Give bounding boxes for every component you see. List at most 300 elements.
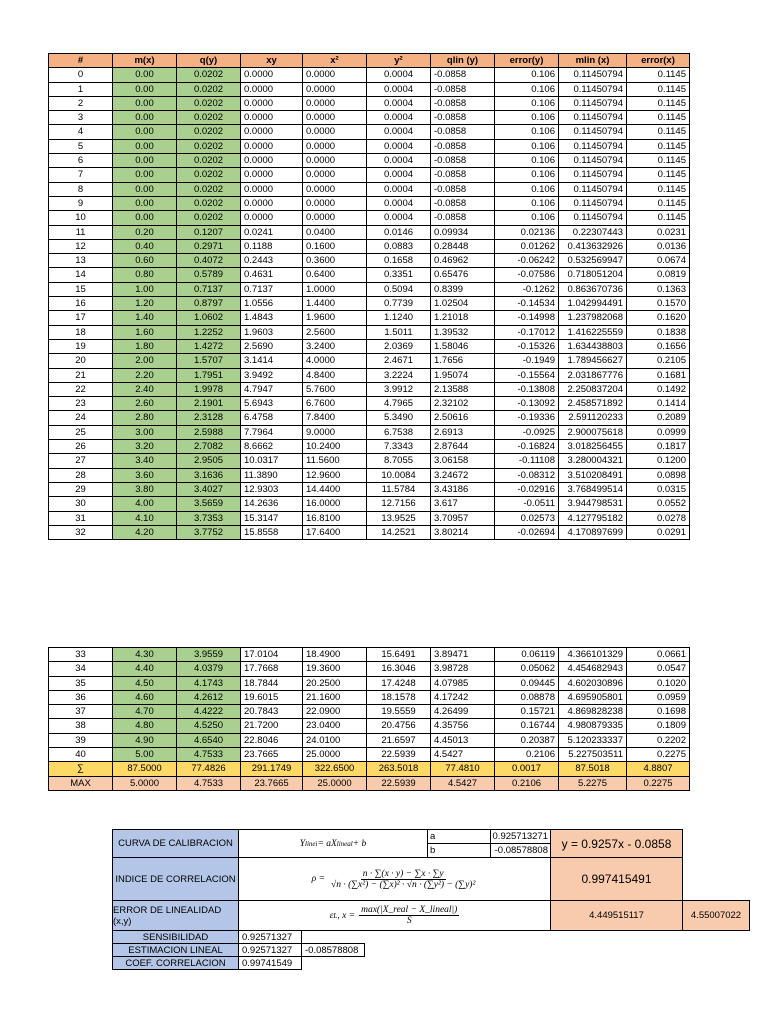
cell-mlin-x: 0.11450794 bbox=[559, 111, 627, 125]
cell-error-y: 0.106 bbox=[495, 96, 559, 110]
cell-x-squared: 7.8400 bbox=[303, 411, 367, 425]
header-q-y: q(y) bbox=[177, 54, 241, 68]
table-row bbox=[49, 425, 690, 439]
cell-q-y: 0.4072 bbox=[177, 254, 241, 268]
cell-q-y: 0.0202 bbox=[177, 125, 241, 139]
cell-qlin-y: 4.26499 bbox=[431, 705, 495, 719]
curva-formula-rhs: + b bbox=[352, 838, 367, 849]
cell-error-x: 0.0136 bbox=[627, 239, 690, 253]
cell-m-x: 0.00 bbox=[113, 125, 177, 139]
cell-m-x: 0.00 bbox=[113, 68, 177, 82]
cell-mlin-x: 3.768499514 bbox=[559, 482, 627, 496]
table-row bbox=[49, 719, 690, 733]
cell-mlin-x: 2.031867776 bbox=[559, 368, 627, 382]
cell-y-squared: 6.7538 bbox=[367, 425, 431, 439]
cell-q-y: 2.7082 bbox=[177, 440, 241, 454]
cell-x-squared: 21.1600 bbox=[303, 690, 367, 704]
table-row bbox=[49, 382, 690, 396]
cell-index: 2 bbox=[49, 96, 113, 110]
table-row bbox=[49, 68, 690, 82]
estimacion-value-1: 0.92571327 bbox=[238, 943, 302, 957]
cell-q-y: 4.4222 bbox=[177, 705, 241, 719]
max-row-cell-mlin-x: 5.2275 bbox=[559, 776, 627, 790]
cell-xy: 0.1188 bbox=[241, 239, 303, 253]
table-row bbox=[49, 82, 690, 96]
cell-m-x: 3.00 bbox=[113, 425, 177, 439]
cell-error-y: 0.06119 bbox=[495, 648, 559, 662]
cell-m-x: 4.50 bbox=[113, 676, 177, 690]
cell-error-y: -0.02694 bbox=[495, 525, 559, 539]
error-value-2: 4.55007022 bbox=[682, 900, 750, 931]
data-table-top bbox=[48, 53, 690, 540]
cell-y-squared: 18.1578 bbox=[367, 690, 431, 704]
cell-error-y: 0.106 bbox=[495, 111, 559, 125]
cell-qlin-y: 2.87644 bbox=[431, 440, 495, 454]
header-xy: xy bbox=[241, 54, 303, 68]
cell-mlin-x: 3.280004321 bbox=[559, 454, 627, 468]
error-lhs-sub: L bbox=[333, 911, 338, 920]
cell-q-y: 0.7137 bbox=[177, 282, 241, 296]
max-row-cell-x-squared: 25.0000 bbox=[303, 776, 367, 790]
cell-q-y: 1.7951 bbox=[177, 368, 241, 382]
cell-xy: 17.0104 bbox=[241, 648, 303, 662]
cell-m-x: 3.60 bbox=[113, 468, 177, 482]
cell-y-squared: 17.4248 bbox=[367, 676, 431, 690]
cell-xy: 14.2636 bbox=[241, 497, 303, 511]
cell-m-x: 0.00 bbox=[113, 168, 177, 182]
cell-q-y: 2.3128 bbox=[177, 411, 241, 425]
table-row bbox=[49, 525, 690, 539]
cell-x-squared: 14.4400 bbox=[303, 482, 367, 496]
estimacion-label: ESTIMACION LINEAL bbox=[112, 943, 239, 957]
coef-value: 0.99741549 bbox=[238, 956, 302, 970]
cell-y-squared: 1.1240 bbox=[367, 311, 431, 325]
cell-index: 27 bbox=[49, 454, 113, 468]
cell-error-y: -0.02916 bbox=[495, 482, 559, 496]
cell-error-x: 0.1570 bbox=[627, 297, 690, 311]
cell-m-x: 0.00 bbox=[113, 154, 177, 168]
cell-y-squared: 0.0004 bbox=[367, 154, 431, 168]
cell-index: 1 bbox=[49, 82, 113, 96]
cell-y-squared: 5.3490 bbox=[367, 411, 431, 425]
cell-qlin-y: 2.6913 bbox=[431, 425, 495, 439]
cell-error-y: -0.07586 bbox=[495, 268, 559, 282]
cell-y-squared: 0.0004 bbox=[367, 182, 431, 196]
header-m-x: m(x) bbox=[113, 54, 177, 68]
cell-qlin-y: -0.0858 bbox=[431, 211, 495, 225]
cell-qlin-y: 3.70957 bbox=[431, 511, 495, 525]
indice-formula bbox=[238, 857, 551, 901]
cell-y-squared: 8.7055 bbox=[367, 454, 431, 468]
curva-formula-sub: linei bbox=[305, 839, 318, 848]
cell-error-x: 0.1145 bbox=[627, 125, 690, 139]
cell-q-y: 3.7752 bbox=[177, 525, 241, 539]
cell-error-y: -0.19336 bbox=[495, 411, 559, 425]
cell-xy: 19.6015 bbox=[241, 690, 303, 704]
table-row bbox=[49, 254, 690, 268]
cell-q-y: 1.0602 bbox=[177, 311, 241, 325]
cell-x-squared: 0.0000 bbox=[303, 182, 367, 196]
sum-row-cell-error-y: 0.0017 bbox=[495, 762, 559, 776]
cell-m-x: 5.00 bbox=[113, 748, 177, 762]
cell-error-y: 0.2106 bbox=[495, 748, 559, 762]
cell-y-squared: 0.0004 bbox=[367, 211, 431, 225]
table-row bbox=[49, 368, 690, 382]
cell-error-x: 0.1145 bbox=[627, 168, 690, 182]
cell-index: 20 bbox=[49, 354, 113, 368]
cell-index: 32 bbox=[49, 525, 113, 539]
cell-y-squared: 0.0883 bbox=[367, 239, 431, 253]
cell-x-squared: 16.0000 bbox=[303, 497, 367, 511]
cell-q-y: 0.5789 bbox=[177, 268, 241, 282]
cell-y-squared: 0.0004 bbox=[367, 96, 431, 110]
cell-error-y: -0.15326 bbox=[495, 339, 559, 353]
table-row bbox=[49, 239, 690, 253]
cell-qlin-y: 3.617 bbox=[431, 497, 495, 511]
cell-qlin-y: 3.80214 bbox=[431, 525, 495, 539]
max-row-cell-error-x: 0.2275 bbox=[627, 776, 690, 790]
cell-y-squared: 4.7965 bbox=[367, 397, 431, 411]
cell-x-squared: 0.0000 bbox=[303, 82, 367, 96]
sum-row-cell-y-squared: 263.5018 bbox=[367, 762, 431, 776]
cell-error-y: -0.11108 bbox=[495, 454, 559, 468]
cell-q-y: 2.1901 bbox=[177, 397, 241, 411]
cell-m-x: 4.70 bbox=[113, 705, 177, 719]
cell-y-squared: 20.4756 bbox=[367, 719, 431, 733]
cell-x-squared: 25.0000 bbox=[303, 748, 367, 762]
cell-x-squared: 19.3600 bbox=[303, 662, 367, 676]
cell-qlin-y: 1.7656 bbox=[431, 354, 495, 368]
cell-xy: 7.7964 bbox=[241, 425, 303, 439]
cell-mlin-x: 4.366101329 bbox=[559, 648, 627, 662]
cell-y-squared: 2.4671 bbox=[367, 354, 431, 368]
table-row bbox=[49, 268, 690, 282]
cell-m-x: 4.10 bbox=[113, 511, 177, 525]
b-value: -0.08578808 bbox=[490, 843, 551, 858]
cell-q-y: 3.7353 bbox=[177, 511, 241, 525]
cell-x-squared: 22.0900 bbox=[303, 705, 367, 719]
cell-error-y: -0.0925 bbox=[495, 425, 559, 439]
cell-x-squared: 18.4900 bbox=[303, 648, 367, 662]
cell-y-squared: 19.5559 bbox=[367, 705, 431, 719]
cell-index: 3 bbox=[49, 111, 113, 125]
cell-q-y: 2.9505 bbox=[177, 454, 241, 468]
error-numerator: max(|X_real − X_lineal|) bbox=[361, 905, 458, 915]
table-row bbox=[49, 397, 690, 411]
cell-error-x: 0.1681 bbox=[627, 368, 690, 382]
cell-q-y: 0.0202 bbox=[177, 154, 241, 168]
table-row bbox=[49, 482, 690, 496]
cell-error-y: 0.106 bbox=[495, 168, 559, 182]
cell-error-x: 0.0291 bbox=[627, 525, 690, 539]
table-row bbox=[49, 411, 690, 425]
cell-index: 18 bbox=[49, 325, 113, 339]
cell-xy: 4.7947 bbox=[241, 382, 303, 396]
cell-y-squared: 0.0004 bbox=[367, 196, 431, 210]
cell-qlin-y: -0.0858 bbox=[431, 82, 495, 96]
cell-xy: 15.8558 bbox=[241, 525, 303, 539]
cell-mlin-x: 0.11450794 bbox=[559, 154, 627, 168]
cell-x-squared: 0.0000 bbox=[303, 68, 367, 82]
cell-error-x: 0.1145 bbox=[627, 139, 690, 153]
cell-index: 26 bbox=[49, 440, 113, 454]
cell-m-x: 0.40 bbox=[113, 239, 177, 253]
cell-m-x: 0.00 bbox=[113, 182, 177, 196]
indice-fraction bbox=[329, 869, 477, 890]
cell-index: 38 bbox=[49, 719, 113, 733]
cell-y-squared: 12.7156 bbox=[367, 497, 431, 511]
max-row-cell-xy: 23.7665 bbox=[241, 776, 303, 790]
cell-xy: 0.0000 bbox=[241, 68, 303, 82]
table-row bbox=[49, 182, 690, 196]
cell-qlin-y: -0.0858 bbox=[431, 154, 495, 168]
sum-row-cell-mlin-x: 87.5018 bbox=[559, 762, 627, 776]
cell-y-squared: 21.6597 bbox=[367, 733, 431, 747]
cell-y-squared: 0.3351 bbox=[367, 268, 431, 282]
cell-index: 9 bbox=[49, 196, 113, 210]
table-row bbox=[49, 497, 690, 511]
table-row bbox=[49, 96, 690, 110]
cell-index: 0 bbox=[49, 68, 113, 82]
table-row bbox=[49, 354, 690, 368]
cell-q-y: 1.9978 bbox=[177, 382, 241, 396]
max-row-cell-q-y: 4.7533 bbox=[177, 776, 241, 790]
cell-error-x: 0.1145 bbox=[627, 154, 690, 168]
curva-formula-sub2: lineal bbox=[336, 839, 353, 848]
cell-x-squared: 0.0000 bbox=[303, 111, 367, 125]
cell-y-squared: 0.5094 bbox=[367, 282, 431, 296]
cell-error-y: 0.20387 bbox=[495, 733, 559, 747]
cell-mlin-x: 0.11450794 bbox=[559, 182, 627, 196]
cell-mlin-x: 0.11450794 bbox=[559, 82, 627, 96]
cell-qlin-y: -0.0858 bbox=[431, 111, 495, 125]
cell-xy: 0.0000 bbox=[241, 139, 303, 153]
cell-y-squared: 0.0004 bbox=[367, 168, 431, 182]
table-row bbox=[49, 648, 690, 662]
cell-y-squared: 0.7739 bbox=[367, 297, 431, 311]
cell-q-y: 3.5659 bbox=[177, 497, 241, 511]
cell-xy: 6.4758 bbox=[241, 411, 303, 425]
cell-xy: 22.8046 bbox=[241, 733, 303, 747]
cell-m-x: 4.60 bbox=[113, 690, 177, 704]
sum-row-cell-q-y: 77.4826 bbox=[177, 762, 241, 776]
cell-index: 28 bbox=[49, 468, 113, 482]
cell-error-x: 0.1145 bbox=[627, 196, 690, 210]
cell-error-y: 0.106 bbox=[495, 211, 559, 225]
cell-error-x: 0.1817 bbox=[627, 440, 690, 454]
a-label: a bbox=[427, 829, 491, 844]
cell-m-x: 0.00 bbox=[113, 82, 177, 96]
cell-mlin-x: 5.120233337 bbox=[559, 733, 627, 747]
cell-mlin-x: 0.11450794 bbox=[559, 211, 627, 225]
cell-qlin-y: 3.06158 bbox=[431, 454, 495, 468]
cell-qlin-y: -0.0858 bbox=[431, 96, 495, 110]
cell-mlin-x: 0.532569947 bbox=[559, 254, 627, 268]
cell-y-squared: 0.1658 bbox=[367, 254, 431, 268]
cell-y-squared: 16.3046 bbox=[367, 662, 431, 676]
cell-x-squared: 6.7600 bbox=[303, 397, 367, 411]
cell-q-y: 1.5707 bbox=[177, 354, 241, 368]
cell-x-squared: 10.2400 bbox=[303, 440, 367, 454]
cell-y-squared: 15.6491 bbox=[367, 648, 431, 662]
cell-x-squared: 0.0000 bbox=[303, 154, 367, 168]
cell-error-x: 0.1363 bbox=[627, 282, 690, 296]
cell-mlin-x: 4.127795182 bbox=[559, 511, 627, 525]
table-row bbox=[49, 168, 690, 182]
table-row bbox=[49, 705, 690, 719]
cell-x-squared: 11.5600 bbox=[303, 454, 367, 468]
cell-mlin-x: 0.11450794 bbox=[559, 68, 627, 82]
cell-m-x: 0.00 bbox=[113, 111, 177, 125]
table-row bbox=[49, 511, 690, 525]
cell-m-x: 0.60 bbox=[113, 254, 177, 268]
cell-error-y: -0.14998 bbox=[495, 311, 559, 325]
max-row-cell-error-y: 0.2106 bbox=[495, 776, 559, 790]
indice-numerator: n · ∑(x · y) − ∑x · ∑y bbox=[362, 868, 444, 879]
cell-qlin-y: 0.8399 bbox=[431, 282, 495, 296]
cell-mlin-x: 4.695905801 bbox=[559, 690, 627, 704]
cell-mlin-x: 4.980879335 bbox=[559, 719, 627, 733]
max-row-cell-qlin-y: 4.5427 bbox=[431, 776, 495, 790]
cell-mlin-x: 4.869828238 bbox=[559, 705, 627, 719]
cell-mlin-x: 1.634438803 bbox=[559, 339, 627, 353]
cell-mlin-x: 0.863670736 bbox=[559, 282, 627, 296]
cell-index: 34 bbox=[49, 662, 113, 676]
cell-x-squared: 0.0000 bbox=[303, 168, 367, 182]
cell-error-x: 0.1145 bbox=[627, 111, 690, 125]
cell-q-y: 0.0202 bbox=[177, 139, 241, 153]
cell-error-x: 0.2089 bbox=[627, 411, 690, 425]
cell-mlin-x: 4.602030896 bbox=[559, 676, 627, 690]
cell-xy: 21.7200 bbox=[241, 719, 303, 733]
cell-xy: 17.7668 bbox=[241, 662, 303, 676]
cell-q-y: 1.4272 bbox=[177, 339, 241, 353]
cell-q-y: 0.0202 bbox=[177, 96, 241, 110]
table-row bbox=[49, 311, 690, 325]
cell-index: 30 bbox=[49, 497, 113, 511]
error-label: ERROR DE LINEALIDAD (x,y) bbox=[112, 900, 239, 931]
cell-x-squared: 0.0000 bbox=[303, 139, 367, 153]
cell-xy: 0.7137 bbox=[241, 282, 303, 296]
cell-y-squared: 11.5784 bbox=[367, 482, 431, 496]
cell-q-y: 0.0202 bbox=[177, 168, 241, 182]
cell-m-x: 1.20 bbox=[113, 297, 177, 311]
sum-row-cell-xy: 291.1749 bbox=[241, 762, 303, 776]
table-row bbox=[49, 297, 690, 311]
curva-formula bbox=[238, 829, 428, 858]
cell-xy: 3.1414 bbox=[241, 354, 303, 368]
table-row bbox=[49, 111, 690, 125]
cell-error-x: 0.1620 bbox=[627, 311, 690, 325]
cell-y-squared: 14.2521 bbox=[367, 525, 431, 539]
cell-x-squared: 1.0000 bbox=[303, 282, 367, 296]
cell-q-y: 4.2612 bbox=[177, 690, 241, 704]
table-row bbox=[49, 196, 690, 210]
header-row bbox=[49, 54, 690, 68]
cell-xy: 1.4843 bbox=[241, 311, 303, 325]
table-row bbox=[49, 125, 690, 139]
cell-error-x: 0.2275 bbox=[627, 748, 690, 762]
cell-q-y: 4.5250 bbox=[177, 719, 241, 733]
cell-y-squared: 10.0084 bbox=[367, 468, 431, 482]
cell-error-y: 0.106 bbox=[495, 82, 559, 96]
cell-error-x: 0.0661 bbox=[627, 648, 690, 662]
cell-q-y: 1.2252 bbox=[177, 325, 241, 339]
cell-xy: 20.7843 bbox=[241, 705, 303, 719]
cell-m-x: 4.20 bbox=[113, 525, 177, 539]
cell-mlin-x: 3.510208491 bbox=[559, 468, 627, 482]
max-row-cell-y-squared: 22.5939 bbox=[367, 776, 431, 790]
cell-y-squared: 3.9912 bbox=[367, 382, 431, 396]
cell-index: 39 bbox=[49, 733, 113, 747]
cell-m-x: 0.00 bbox=[113, 96, 177, 110]
header-qlin-y: qlin (y) bbox=[431, 54, 495, 68]
cell-error-y: 0.05062 bbox=[495, 662, 559, 676]
sum-row bbox=[49, 762, 690, 776]
cell-index: 25 bbox=[49, 425, 113, 439]
cell-q-y: 3.9559 bbox=[177, 648, 241, 662]
cell-x-squared: 4.8400 bbox=[303, 368, 367, 382]
cell-xy: 18.7844 bbox=[241, 676, 303, 690]
max-row bbox=[49, 776, 690, 790]
cell-qlin-y: 3.24672 bbox=[431, 468, 495, 482]
sum-row-cell-x-squared: 322.6500 bbox=[303, 762, 367, 776]
cell-x-squared: 16.8100 bbox=[303, 511, 367, 525]
a-value: 0.925713271 bbox=[490, 829, 551, 844]
cell-qlin-y: -0.0858 bbox=[431, 139, 495, 153]
cell-error-x: 0.1809 bbox=[627, 719, 690, 733]
cell-mlin-x: 3.944798531 bbox=[559, 497, 627, 511]
cell-mlin-x: 3.018256455 bbox=[559, 440, 627, 454]
cell-error-y: 0.16744 bbox=[495, 719, 559, 733]
cell-index: 24 bbox=[49, 411, 113, 425]
cell-m-x: 2.20 bbox=[113, 368, 177, 382]
cell-x-squared: 24.0100 bbox=[303, 733, 367, 747]
sum-row-cell-error-x: 4.8807 bbox=[627, 762, 690, 776]
cell-qlin-y: 1.58046 bbox=[431, 339, 495, 353]
cell-xy: 10.0317 bbox=[241, 454, 303, 468]
cell-error-x: 0.2105 bbox=[627, 354, 690, 368]
cell-xy: 12.9303 bbox=[241, 482, 303, 496]
cell-error-y: -0.1949 bbox=[495, 354, 559, 368]
cell-qlin-y: 4.07985 bbox=[431, 676, 495, 690]
cell-xy: 0.4631 bbox=[241, 268, 303, 282]
cell-error-y: -0.1262 bbox=[495, 282, 559, 296]
cell-error-y: -0.0511 bbox=[495, 497, 559, 511]
cell-q-y: 3.4027 bbox=[177, 482, 241, 496]
cell-x-squared: 0.6400 bbox=[303, 268, 367, 282]
cell-mlin-x: 0.11450794 bbox=[559, 96, 627, 110]
cell-index: 15 bbox=[49, 282, 113, 296]
curva-label: CURVA DE CALIBRACION bbox=[112, 829, 239, 858]
cell-m-x: 2.80 bbox=[113, 411, 177, 425]
cell-q-y: 3.1636 bbox=[177, 468, 241, 482]
cell-error-x: 0.0547 bbox=[627, 662, 690, 676]
cell-q-y: 0.1207 bbox=[177, 225, 241, 239]
cell-x-squared: 0.0400 bbox=[303, 225, 367, 239]
cell-qlin-y: -0.0858 bbox=[431, 68, 495, 82]
cell-xy: 1.9603 bbox=[241, 325, 303, 339]
cell-x-squared: 17.6400 bbox=[303, 525, 367, 539]
cell-qlin-y: 1.39532 bbox=[431, 325, 495, 339]
cell-error-x: 0.0898 bbox=[627, 468, 690, 482]
cell-index: 13 bbox=[49, 254, 113, 268]
header-index: # bbox=[49, 54, 113, 68]
cell-m-x: 0.00 bbox=[113, 211, 177, 225]
cell-error-y: 0.106 bbox=[495, 182, 559, 196]
cell-index: 29 bbox=[49, 482, 113, 496]
cell-xy: 8.6662 bbox=[241, 440, 303, 454]
